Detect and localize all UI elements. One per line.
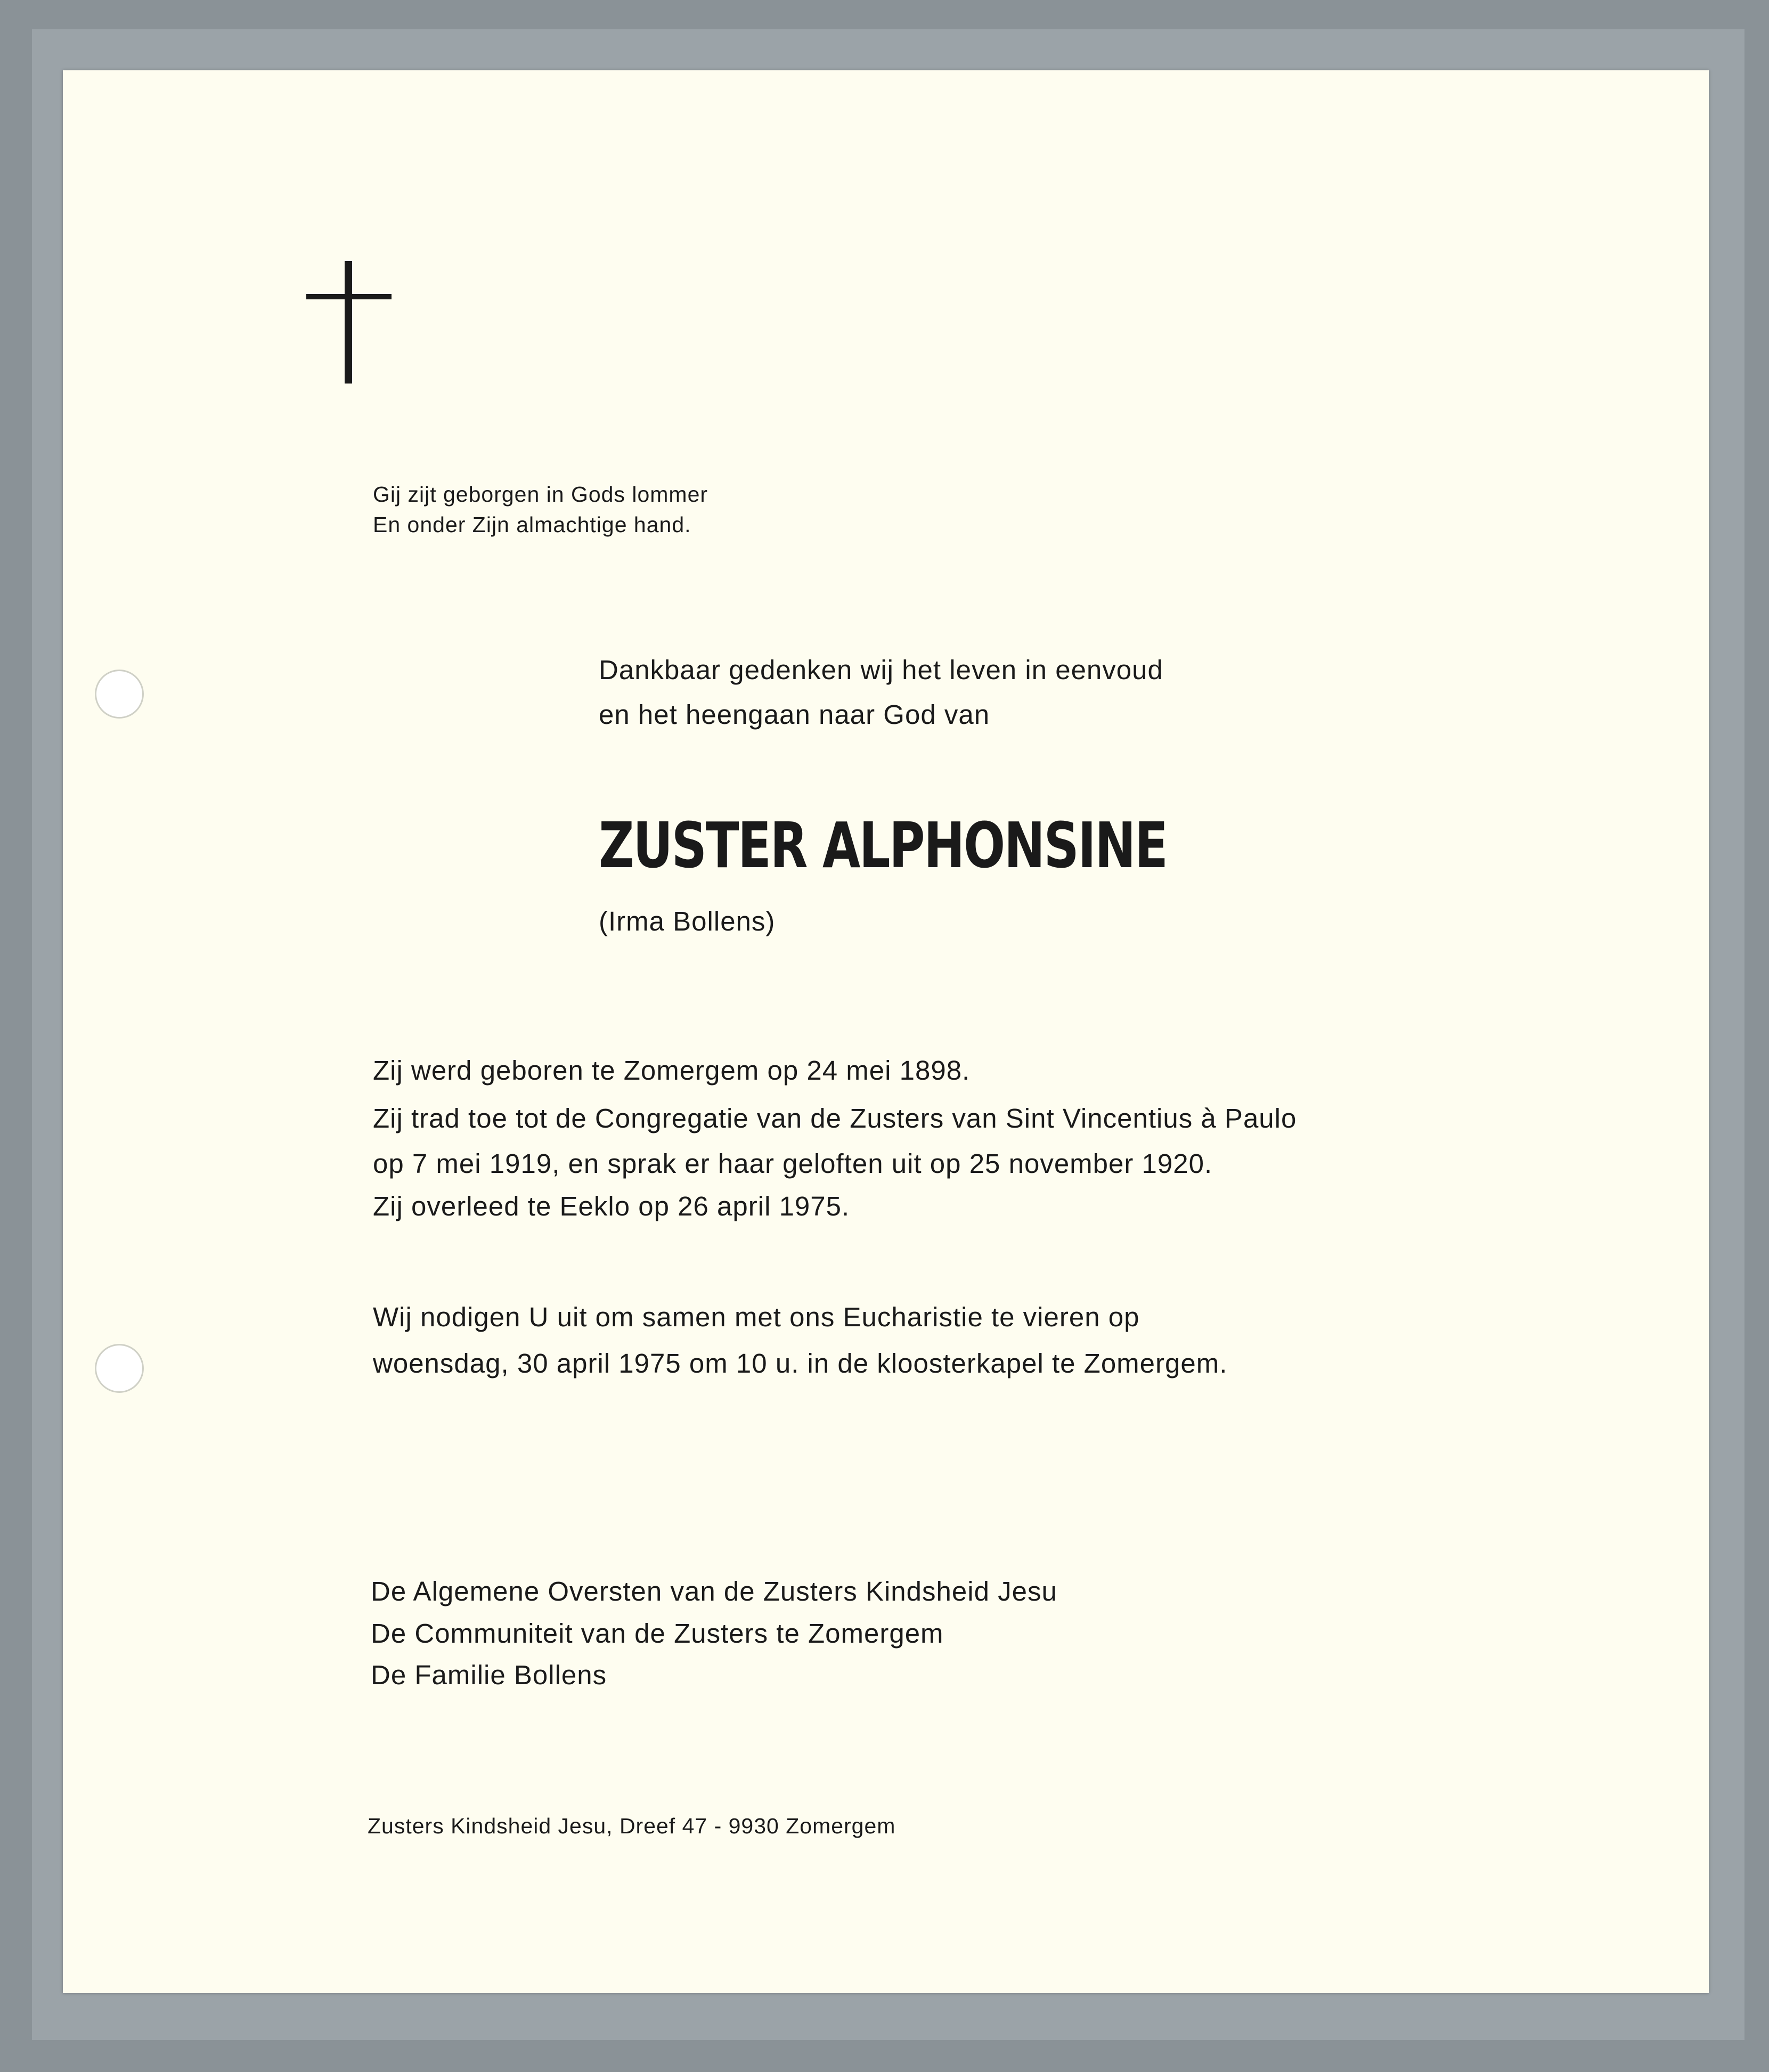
signatory-line-2: De Communiteit van de Zusters te Zomergem [371,1618,944,1649]
invitation-line-1: Wij nodigen U uit om samen met ons Eucharistie te vieren op [373,1302,1140,1332]
intro-line-1: Dankbaar gedenken wij het leven in eenvoud [599,655,1163,685]
biography-line-4: Zij overleed te Eeklo op 26 april 1975. [373,1191,850,1221]
biography-line-2: Zij trad toe tot de Congregatie van de Zusters van Sint Vincentius à Paulo [373,1103,1297,1133]
punch-hole-top [95,670,144,719]
verse-line-2: En onder Zijn almachtige hand. [373,512,691,537]
deceased-name: ZUSTER ALPHONSINE [599,809,1167,882]
cross-icon [306,261,392,384]
intro-line-2: en het heengaan naar God van [599,699,990,730]
signatory-line-3: De Familie Bollens [371,1660,607,1690]
invitation-line-2: woensdag, 30 april 1975 om 10 u. in de kloosterkapel te Zomergem. [373,1348,1228,1378]
deceased-birth-name: (Irma Bollens) [599,906,776,936]
biography-line-1: Zij werd geboren te Zomergem op 24 mei 1898. [373,1055,971,1086]
biography-line-3: op 7 mei 1919, en sprak er haar geloften uit op 25 november 1920. [373,1148,1213,1179]
verse-line-1: Gij zijt geborgen in Gods lommer [373,482,708,507]
footer-address: Zusters Kindsheid Jesu, Dreef 47 - 9930 Zomergem [368,1814,896,1838]
punch-hole-bottom [95,1344,144,1393]
signatory-line-1: De Algemene Oversten van de Zusters Kindsheid Jesu [371,1576,1057,1606]
